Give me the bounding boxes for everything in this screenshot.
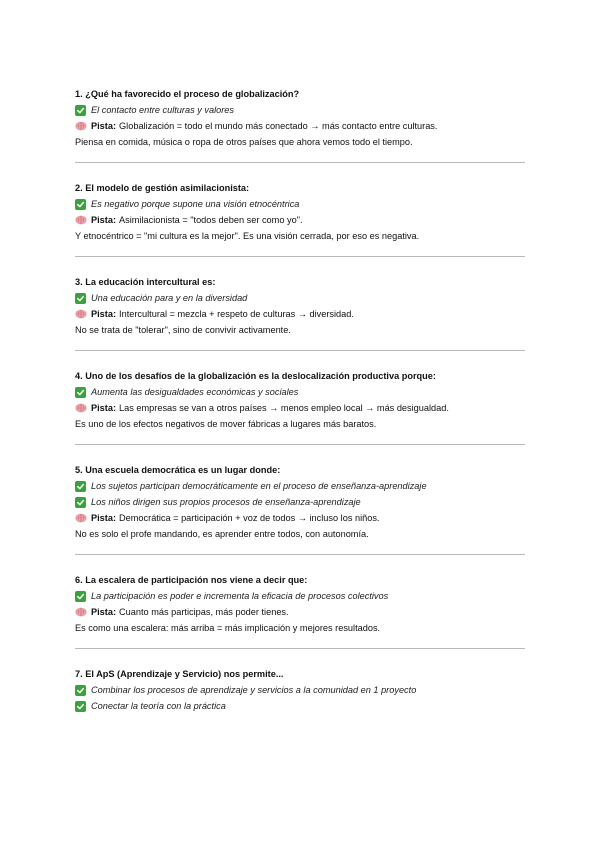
question-6 [75, 572, 525, 636]
hint-line [75, 510, 525, 526]
brain-icon [75, 403, 87, 413]
separator [75, 554, 525, 555]
hint-label: Pista: [91, 513, 117, 523]
answer-text: El contacto entre culturas y valores [91, 105, 234, 115]
answer-line [75, 196, 525, 212]
hint-text: Las empresas se van a otros países → menos empleo local → más desigualdad. [119, 403, 449, 413]
separator [75, 256, 525, 257]
question-title: 5. Una escuela democrática es un lugar donde: [75, 465, 281, 475]
answer-line [75, 478, 525, 494]
answer-text: Los sujetos participan democráticamente en el proceso de enseñanza-aprendizaje [91, 481, 427, 491]
answer-text: Los niños dirigen sus propios procesos de enseñanza-aprendizaje [91, 497, 361, 507]
question-title: 4. Uno de los desafíos de la globalización es la deslocalización productiva porque: [75, 371, 436, 381]
brain-icon [75, 513, 87, 523]
question-title: 3. La educación intercultural es: [75, 277, 216, 287]
note-text: Piensa en comida, música o ropa de otros países que ahora vemos todo el tiempo. [75, 137, 413, 147]
check-mark-icon [75, 685, 86, 696]
brain-icon [75, 309, 87, 319]
question-title: 7. El ApS (Aprendizaje y Servicio) nos permite... [75, 669, 284, 679]
hint-text: Globalización = todo el mundo más conectado → más contacto entre culturas. [119, 121, 438, 131]
answer-line [75, 494, 525, 510]
hint-line [75, 604, 525, 620]
hint-text: Asimilacionista = "todos deben ser como yo". [119, 215, 303, 225]
hint-label: Pista: [91, 121, 117, 131]
check-mark-icon [75, 199, 86, 210]
answer-line [75, 588, 525, 604]
note-text: Es uno de los efectos negativos de mover fábricas a lugares más baratos. [75, 419, 377, 429]
question-3 [75, 274, 525, 338]
answer-line [75, 290, 525, 306]
note-text: Y etnocéntrico = "mi cultura es la mejor". Es una visión cerrada, por eso es negativa. [75, 231, 420, 241]
check-mark-icon [75, 293, 86, 304]
hint-line [75, 212, 525, 228]
answer-text: Una educación para y en la diversidad [91, 293, 248, 303]
question-title: 1. ¿Qué ha favorecido el proceso de globalización? [75, 89, 300, 99]
hint-label: Pista: [91, 403, 117, 413]
question-title: 2. El modelo de gestión asimilacionista: [75, 183, 250, 193]
separator [75, 162, 525, 163]
answer-text: Es negativo porque supone una visión etnocéntrica [91, 199, 300, 209]
separator [75, 444, 525, 445]
hint-line [75, 118, 525, 134]
hint-label: Pista: [91, 309, 117, 319]
note-text: No es solo el profe mandando, es aprender entre todos, con autonomía. [75, 529, 369, 539]
hint-text: Democrática = participación + voz de todos → incluso los niños. [119, 513, 380, 523]
check-mark-icon [75, 105, 86, 116]
hint-line [75, 400, 525, 416]
check-mark-icon [75, 481, 86, 492]
hint-text: Cuanto más participas, más poder tienes. [119, 607, 289, 617]
separator [75, 350, 525, 351]
answer-line [75, 698, 525, 714]
quiz-document [75, 86, 525, 714]
answer-text: Combinar los procesos de aprendizaje y servicios a la comunidad en 1 proyecto [91, 685, 417, 695]
hint-label: Pista: [91, 607, 117, 617]
brain-icon [75, 215, 87, 225]
answer-text: Conectar la teoría con la práctica [91, 701, 226, 711]
hint-line [75, 306, 525, 322]
question-1 [75, 86, 525, 150]
hint-text: Intercultural = mezcla + respeto de culturas → diversidad. [119, 309, 354, 319]
question-4 [75, 368, 525, 432]
question-title: 6. La escalera de participación nos viene a decir que: [75, 575, 308, 585]
note-text: Es como una escalera: más arriba = más implicación y mejores resultados. [75, 623, 381, 633]
question-2 [75, 180, 525, 244]
check-mark-icon [75, 387, 86, 398]
check-mark-icon [75, 591, 86, 602]
hint-label: Pista: [91, 215, 117, 225]
brain-icon [75, 607, 87, 617]
answer-line [75, 682, 525, 698]
check-mark-icon [75, 701, 86, 712]
answer-text: La participación es poder e incrementa la eficacia de procesos colectivos [91, 591, 389, 601]
question-7 [75, 666, 525, 714]
answer-line [75, 384, 525, 400]
answer-text: Aumenta las desigualdades económicas y sociales [91, 387, 299, 397]
brain-icon [75, 121, 87, 131]
separator [75, 648, 525, 649]
question-5 [75, 462, 525, 542]
check-mark-icon [75, 497, 86, 508]
answer-line [75, 102, 525, 118]
note-text: No se trata de "tolerar", sino de convivir activamente. [75, 325, 291, 335]
